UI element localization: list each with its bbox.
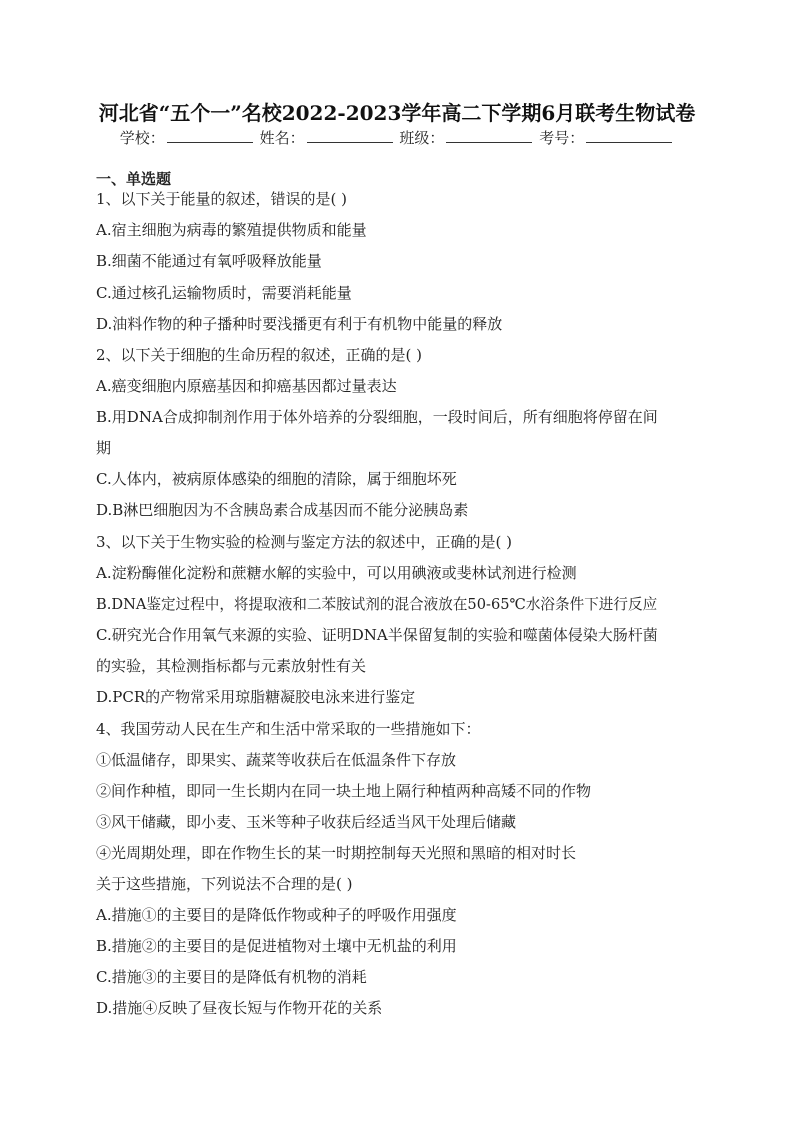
question-line: ④光周期处理，即在作物生长的某一时期控制每天光照和黑暗的相对时长: [96, 844, 577, 862]
question-line: 4、我国劳动人民在生产和生活中常采取的一些措施如下：: [96, 720, 481, 738]
question-line: A.癌变细胞内原癌基因和抑癌基因都过量表达: [96, 377, 397, 395]
question-line: ③风干储藏，即小麦、玉米等种子收获后经适当风干处理后储藏: [96, 813, 517, 831]
question-line: A.宿主细胞为病毒的繁殖提供物质和能量: [96, 221, 367, 239]
question-line: B.措施②的主要目的是促进植物对土壤中无机盐的利用: [96, 937, 457, 955]
question-line: 3、以下关于生物实验的检测与鉴定方法的叙述中，正确的是( ): [96, 533, 513, 551]
school-blank[interactable]: [167, 128, 253, 143]
question-line: C.措施③的主要目的是降低有机物的消耗: [96, 968, 367, 986]
section-heading: 一、单选题: [96, 170, 172, 188]
question-line: ②间作种植，即同一生长期内在同一块土地上隔行种植两种高矮不同的作物: [96, 782, 592, 800]
question-line: 关于这些措施，下列说法不合理的是( ): [96, 875, 353, 893]
question-line: ①低温储存，即果实、蔬菜等收获后在低温条件下存放: [96, 751, 457, 769]
question-line: C.通过核孔运输物质时，需要消耗能量: [96, 284, 352, 302]
number-label: 考号：: [539, 129, 585, 147]
exam-title: 河北省“五个一”名校2022-2023学年高二下学期6月联考生物试卷: [98, 101, 696, 125]
school-label: 学校：: [119, 129, 165, 147]
question-line: C.研究光合作用氧气来源的实验、证明DNA半保留复制的实验和噬菌体侵染大肠杆菌: [96, 626, 658, 644]
question-line: 2、以下关于细胞的生命历程的叙述，正确的是( ): [96, 346, 423, 364]
student-info-row: [0, 127, 794, 148]
question-line: 的实验，其检测指标都与元素放射性有关: [96, 657, 367, 675]
question-line: D.B淋巴细胞因为不含胰岛素合成基因而不能分泌胰岛素: [96, 501, 469, 519]
question-line: D.油料作物的种子播种时要浅播更有利于有机物中能量的释放: [96, 315, 503, 333]
question-line: D.PCR的产物常采用琼脂糖凝胶电泳来进行鉴定: [96, 688, 416, 706]
question-line: A.措施①的主要目的是降低作物或种子的呼吸作用强度: [96, 906, 457, 924]
question-line: C.人体内，被病原体感染的细胞的清除，属于细胞坏死: [96, 470, 457, 488]
name-blank[interactable]: [307, 128, 393, 143]
question-line: B.细菌不能通过有氧呼吸释放能量: [96, 252, 322, 270]
number-blank[interactable]: [586, 128, 672, 143]
class-blank[interactable]: [446, 128, 532, 143]
question-line: D.措施④反映了昼夜长短与作物开花的关系: [96, 999, 383, 1017]
question-line: B.DNA鉴定过程中，将提取液和二苯胺试剂的混合液放在50-65℃水浴条件下进行反应: [96, 596, 658, 613]
class-label: 班级：: [399, 129, 445, 147]
question-line: 期: [96, 439, 112, 457]
question-line: A.淀粉酶催化淀粉和蔗糖水解的实验中，可以用碘液或斐林试剂进行检测: [96, 564, 577, 582]
name-label: 姓名：: [259, 129, 305, 147]
question-line: B.用DNA合成抑制剂作用于体外培养的分裂细胞，一段时间后，所有细胞将停留在间: [96, 408, 658, 426]
question-line: 1、以下关于能量的叙述，错误的是( ): [96, 190, 348, 208]
